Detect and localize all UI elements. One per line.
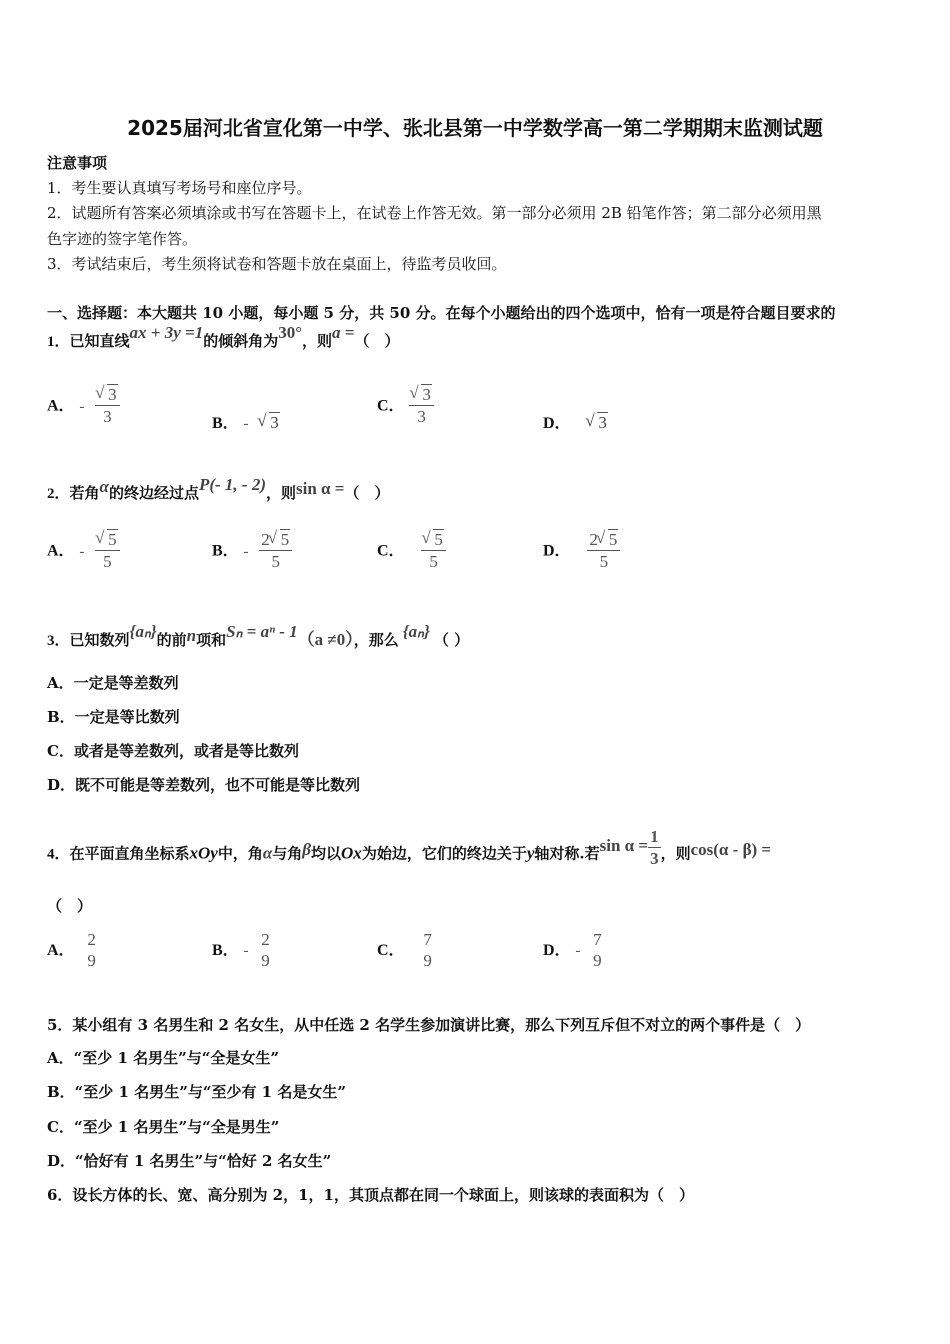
q3-option-d[interactable]: D．既不可能是等差数列，也不可能是等比数列	[47, 776, 361, 794]
coefficient: 2	[261, 530, 270, 549]
q1-text-2: 的倾斜角为	[203, 332, 279, 350]
q1-text-4: （ ）	[354, 332, 400, 350]
q4-y: y	[526, 843, 535, 863]
q5-option-b[interactable]: B．“至少 1 名男生”与“至少有 1 名是女生”	[47, 1083, 346, 1101]
q4-sin: sin α =	[599, 835, 649, 855]
fraction	[259, 930, 272, 972]
question-2	[47, 475, 390, 503]
numerator: 7	[593, 930, 602, 949]
fraction	[95, 530, 120, 573]
notice-item-1: 1．考生要认真填写考场号和座位序号。	[47, 179, 312, 197]
denominator: 9	[87, 951, 96, 970]
option-sign: -	[243, 543, 249, 560]
question-5: 5．某小组有 3 名男生和 2 名女生，从中任选 2 名学生参加演讲比赛，那么下列互斥但不对立的两个事件是（ ）	[47, 1016, 811, 1034]
radicand: 5	[608, 530, 618, 549]
q4-fraction	[648, 827, 661, 870]
q3-option-a[interactable]: A．一定是等差数列	[47, 674, 179, 692]
fraction	[421, 930, 434, 972]
denominator: 3	[650, 849, 659, 868]
option-label: B．	[212, 415, 239, 432]
q4-beta: β	[302, 839, 312, 859]
option-label: C．	[377, 942, 405, 959]
q1-text-1: 已知直线	[69, 332, 130, 350]
q3-sequence-2: {aₙ}	[402, 622, 430, 641]
q1-option-a[interactable]	[47, 385, 120, 428]
q4-option-c[interactable]	[377, 930, 434, 972]
q1-equation: ax + 3y =1	[129, 323, 204, 342]
radicand: 5	[108, 530, 117, 549]
option-sign: -	[243, 943, 249, 959]
option-label: B．	[212, 542, 239, 560]
fraction	[421, 530, 446, 573]
question-3	[47, 622, 470, 650]
q1-option-b[interactable]	[212, 410, 280, 433]
radicand: 3	[270, 413, 279, 432]
q4-xoy: xOy	[189, 843, 218, 863]
q4-option-b[interactable]	[212, 930, 272, 972]
q2-point: P(- 1, - 2)	[198, 475, 266, 494]
q1-option-c[interactable]	[377, 385, 434, 428]
option-label: D．	[543, 542, 571, 560]
section-heading: 一、选择题：本大题共 10 小题，每小题 5 分，共 50 分。在每个小题给出的四个选项中，恰有一项是符合题目要求的	[47, 304, 836, 322]
radicand: 3	[422, 385, 431, 404]
numerator: 2	[87, 930, 96, 949]
q4-cos: cos(α - β) =	[690, 839, 772, 859]
fraction	[95, 385, 120, 428]
question-6: 6．设长方体的长、宽、高分别为 2，1，1，其顶点都在同一个球面上，则该球的表面积为（ ）	[47, 1186, 694, 1204]
q3-text-2: 的前	[156, 631, 187, 649]
radicand: 5	[434, 530, 443, 549]
q1-number: 1．	[47, 334, 70, 350]
fraction	[259, 530, 292, 573]
q4-number: 4．	[47, 846, 70, 863]
denominator: 3	[417, 407, 426, 426]
denominator: 5	[271, 552, 280, 571]
q2-option-a[interactable]	[47, 530, 120, 573]
q1-var: a =	[332, 323, 355, 342]
numerator: 7	[423, 930, 432, 949]
radicand: 3	[108, 385, 117, 404]
fraction	[409, 385, 434, 428]
option-label: D．	[543, 942, 571, 959]
q3-text-3: 项和	[196, 631, 227, 649]
fraction	[587, 530, 620, 573]
q2-expr: sin α =	[296, 479, 345, 498]
q3-text-4: ，那么	[353, 631, 399, 649]
numerator: 1	[650, 827, 659, 846]
option-sign: -	[575, 943, 581, 959]
question-1	[47, 323, 400, 351]
radicand: 5	[280, 530, 290, 549]
q3-option-b[interactable]: B．一定是等比数列	[47, 708, 180, 726]
option-label: B．	[212, 942, 239, 959]
q3-n: n	[186, 626, 197, 645]
q2-text-3: ，则	[265, 484, 296, 502]
radicand: 3	[598, 413, 607, 432]
q2-text-1: 若角	[69, 484, 100, 502]
notice-heading: 注意事项	[47, 154, 108, 172]
q3-text-5: （ ）	[433, 631, 470, 649]
notice-item-2: 2．试题所有答案必须填涂或书写在答题卡上，在试卷上作答无效。第一部分必须用 2B 铅笔作答；第二部分必须用黑	[47, 204, 822, 222]
q4-text-1: 在平面直角坐标系	[69, 844, 190, 863]
denominator: 5	[599, 552, 609, 571]
option-label: C．	[377, 397, 405, 415]
q4-text-6: 轴对称.若	[534, 844, 600, 863]
page-title: 2025届河北省宣化第一中学、张北县第一中学数学高一第二学期期末监测试题	[127, 116, 823, 140]
q4-text-5: 为始边，它们的终边关于	[361, 844, 527, 863]
q5-option-d[interactable]: D．“恰好有 1 名男生”与“恰好 2 名女生”	[47, 1152, 332, 1170]
option-label: A．	[47, 542, 75, 560]
q2-text-2: 的终边经过点	[108, 484, 199, 502]
q3-sum-formula: Sₙ = aⁿ - 1	[226, 622, 298, 641]
q4-text-7: ，则	[660, 844, 691, 863]
denominator: 3	[103, 407, 112, 426]
fraction	[85, 930, 98, 972]
option-label: C．	[377, 542, 405, 560]
denominator: 9	[261, 951, 270, 970]
q2-alpha: α	[99, 477, 109, 496]
q3-number: 3．	[47, 633, 70, 649]
q2-option-b[interactable]	[212, 530, 292, 573]
q2-option-c[interactable]	[377, 530, 446, 573]
option-label: A．	[47, 942, 75, 959]
notice-item-3: 3．考试结束后，考生须将试卷和答题卡放在桌面上，待监考员收回。	[47, 255, 507, 273]
q4-option-d[interactable]	[543, 930, 604, 972]
q1-angle: 30°	[278, 323, 303, 342]
q3-text-1: 已知数列	[69, 631, 130, 649]
denominator: 5	[103, 552, 112, 571]
q2-option-d[interactable]	[543, 530, 620, 573]
option-sign: -	[79, 543, 85, 560]
q2-number: 2．	[47, 486, 70, 502]
option-label: D．	[543, 415, 571, 432]
q3-sequence: {aₙ}	[129, 622, 157, 641]
q3-condition: （a ≠0）	[297, 630, 354, 649]
q4-text-3: 与角	[272, 844, 303, 863]
notice-item-2-cont: 色字迹的签字笔作答。	[47, 230, 198, 248]
q4-option-a[interactable]	[47, 930, 98, 972]
question-4	[47, 827, 772, 876]
numerator: 2	[261, 930, 270, 949]
option-sign: -	[243, 416, 249, 432]
option-sign: -	[79, 398, 85, 415]
q1-text-3: ，则	[302, 332, 333, 350]
q3-option-c[interactable]: C．或者是等差数列，或者是等比数列	[47, 742, 299, 760]
q2-text-4: （ ）	[344, 484, 390, 502]
fraction	[591, 930, 604, 972]
q4-paren: （ ）	[47, 897, 93, 915]
option-label: A．	[47, 397, 75, 415]
q4-text-4: 均以	[311, 844, 342, 863]
q4-ox: Ox	[341, 843, 362, 863]
denominator: 9	[593, 951, 602, 970]
q5-option-c[interactable]: C．“至少 1 名男生”与“全是男生”	[47, 1118, 280, 1136]
q1-option-d[interactable]	[543, 410, 608, 433]
q5-option-a[interactable]: A．“至少 1 名男生”与“全是女生”	[47, 1049, 280, 1067]
q4-text-2: 中，角	[217, 844, 263, 863]
coefficient: 2	[589, 530, 598, 549]
denominator: 5	[429, 552, 438, 571]
q4-alpha: α	[262, 843, 273, 863]
denominator: 9	[423, 951, 432, 970]
